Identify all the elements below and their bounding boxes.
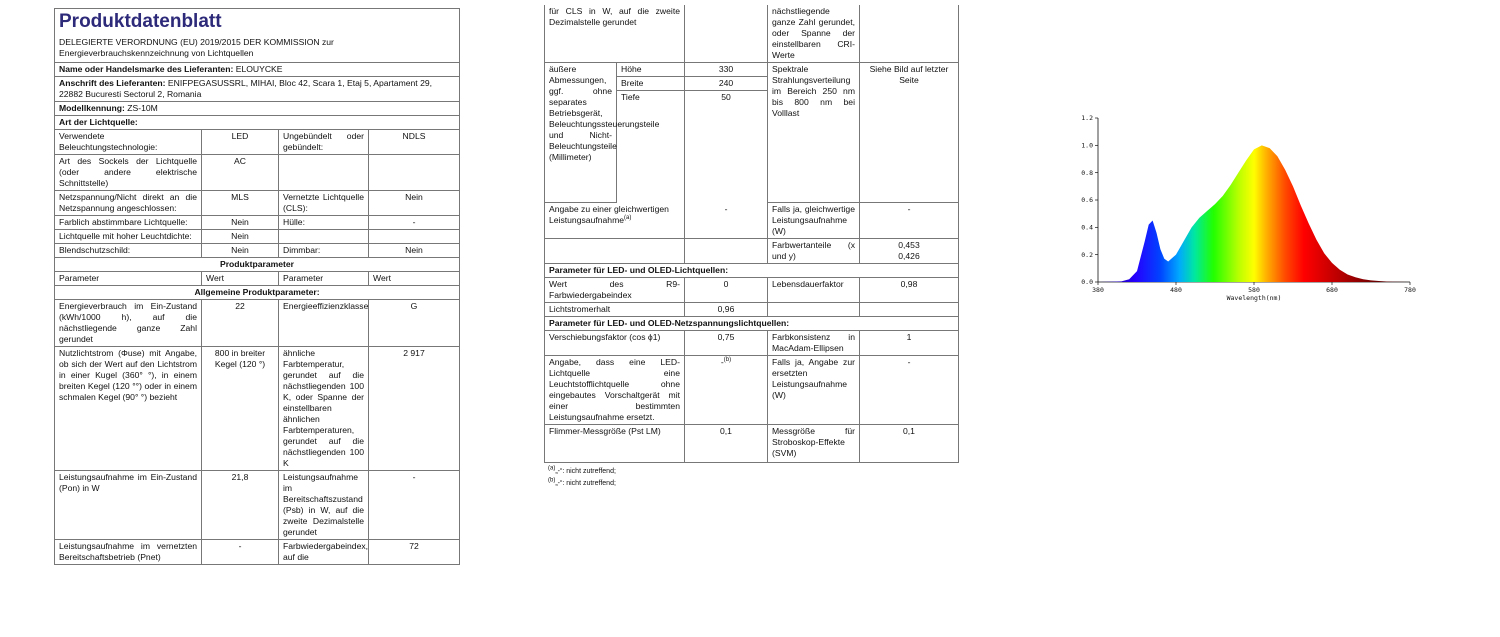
- table-row: [545, 331, 959, 356]
- type-header: Art der Lichtquelle:: [55, 116, 460, 130]
- row-label: Hülle:: [279, 216, 369, 230]
- y-tick-label: 0.6: [1081, 196, 1093, 205]
- general-params-header: Allgemeine Produktparameter:: [55, 286, 460, 300]
- row-label: Nutzlichtstrom (Φuse) mit Angabe, ob sich der Wert auf den Lichtstrom in einer Kugel (360° °), in einem breiten Kegel (120 °°) oder in einem schmalen Kegel (90° °) bezieht: [55, 347, 202, 471]
- row-label: Farblich abstimmbare Lichtquelle:: [55, 216, 202, 230]
- table-row: [545, 239, 959, 264]
- footnote-ref: (a): [624, 215, 632, 222]
- row-value: 0: [685, 278, 768, 303]
- y-tick-label: 1.2: [1081, 114, 1093, 123]
- table-row: [55, 155, 460, 191]
- row-label: Verschiebungsfaktor (cos ϕ1): [545, 331, 685, 356]
- chromaticity-label: Farbwertanteile (x und y): [768, 239, 860, 264]
- row-value: NDLS: [369, 130, 460, 155]
- page-title: Produktdatenblatt: [59, 11, 222, 32]
- row-value: MLS: [202, 191, 279, 216]
- table-row: [545, 63, 959, 77]
- column-header-row: [55, 272, 460, 286]
- row-label: Art des Sockels der Lichtquelle (oder andere elektrische Schnittstelle): [55, 155, 202, 191]
- mains-params-header: Parameter für LED- und OLED-Netzspannungslichtquellen:: [545, 317, 959, 331]
- row-value: [369, 155, 460, 191]
- row-label: Flimmer-Messgröße (Pst LM): [545, 425, 685, 463]
- row-label: Lichtstromerhalt: [545, 303, 685, 317]
- row-value: -: [860, 356, 959, 425]
- row-label: Messgröße für Stroboskop-Effekte (SVM): [768, 425, 860, 463]
- datasheet-page-2: [544, 5, 958, 489]
- row-value: -: [369, 471, 460, 540]
- row-value: 0,75: [685, 331, 768, 356]
- row-value: Nein: [369, 244, 460, 258]
- column-header: Parameter: [279, 272, 369, 286]
- row-value: 0,1: [860, 425, 959, 463]
- table-row: [55, 216, 460, 230]
- row-label: Lichtquelle mit hoher Leuchtdichte:: [55, 230, 202, 244]
- y-tick-label: 1.0: [1081, 141, 1093, 150]
- row-value: Nein: [202, 216, 279, 230]
- row-value: -: [685, 203, 768, 239]
- datasheet-table-1: [54, 8, 460, 565]
- row-value: 1: [860, 331, 959, 356]
- x-tick-label: 480: [1170, 286, 1182, 294]
- row-label: ähnliche Farbtemperatur, gerundet auf die nächstliegenden 100 K, oder Spanne der einstellbaren ähnlichen Farbtemperaturen, gerundet auf die nächstliegenden 100 K: [279, 347, 369, 471]
- row-label: Farbwiedergabeindex, auf die: [279, 540, 369, 565]
- row-value: 2 917: [369, 347, 460, 471]
- dimension-name: Höhe: [617, 63, 685, 77]
- model-id: ZS-10M: [127, 103, 158, 113]
- x-tick-label: 580: [1248, 286, 1260, 294]
- row-label: Wert des R9-Farbwiedergabeindex: [545, 278, 685, 303]
- row-label: Angabe, dass eine LED-Lichtquelle eine Leuchtstofflichtquelle ohne eingebautes Vorschaltgerät mit einer bestimmten Leistungsaufnahme ersetzt.: [545, 356, 685, 425]
- table-row: [55, 347, 460, 471]
- column-header: Parameter: [55, 272, 202, 286]
- row-value: -: [720, 357, 724, 367]
- y-tick-label: 0.4: [1081, 223, 1093, 232]
- row-value: Nein: [202, 244, 279, 258]
- row-value: [369, 230, 460, 244]
- row-label: Energieverbrauch im Ein-Zustand (kWh/1000 h), auf die nächstliegende ganze Zahl gerundet: [55, 300, 202, 347]
- y-tick-label: 0.2: [1081, 250, 1093, 259]
- led-params-header: Parameter für LED- und OLED-Lichtquellen:: [545, 264, 959, 278]
- row-label: Dimmbar:: [279, 244, 369, 258]
- spectrum-curve: [1098, 145, 1410, 282]
- dimension-name: Tiefe: [617, 91, 685, 203]
- row-label: Leistungsaufnahme im vernetzten Bereitschaftsbetrieb (Pnet): [55, 540, 202, 565]
- column-header: Wert: [202, 272, 279, 286]
- x-axis-label: Wavelength(nm): [1226, 294, 1282, 302]
- table-row: [545, 203, 959, 239]
- row-label: Verwendete Beleuchtungstechnologie:: [55, 130, 202, 155]
- table-row: [545, 303, 959, 317]
- y-tick-label: 0.0: [1081, 278, 1093, 287]
- row-value: G: [369, 300, 460, 347]
- row-value: -: [860, 203, 959, 239]
- row-label: Netzspannung/Nicht direkt an die Netzspannung angeschlossen:: [55, 191, 202, 216]
- row-label: Farbkonsistenz in MacAdam-Ellipsen: [768, 331, 860, 356]
- row-value: 72: [369, 540, 460, 565]
- row-value: Nein: [369, 191, 460, 216]
- dimension-value: 330: [685, 63, 768, 77]
- x-tick-label: 680: [1326, 286, 1338, 294]
- row-label: Falls ja, Angabe zur ersetzten Leistungsaufnahme (W): [768, 356, 860, 425]
- dimension-value: 50: [685, 91, 768, 203]
- table-row: [545, 356, 959, 425]
- row-value: -: [202, 540, 279, 565]
- row-value: 21,8: [202, 471, 279, 540]
- x-tick-label: 780: [1404, 286, 1416, 294]
- y-tick-label: 0.8: [1081, 168, 1093, 177]
- table-row: [55, 540, 460, 565]
- table-row: [55, 471, 460, 540]
- row-label: Leistungsaufnahme im Bereitschaftszustand (Psb) in W, auf die zweite Dezimalstelle gerundet: [279, 471, 369, 540]
- table-row: [55, 191, 460, 216]
- row-label: Blendschutzschild:: [55, 244, 202, 258]
- row-label: Vernetzte Lichtquelle (CLS):: [279, 191, 369, 216]
- chromaticity-x: 0,453: [898, 240, 920, 250]
- spectral-value: Siehe Bild auf letzter Seite: [860, 63, 959, 203]
- footnote-a: $^{(a)}$„-“: nicht zutreffend;: [548, 465, 616, 475]
- row-value: 0,96: [685, 303, 768, 317]
- row-label: Lebensdauerfaktor: [768, 278, 860, 303]
- spectrum-area: [1098, 145, 1410, 282]
- product-params-header: Produktparameter: [55, 258, 460, 272]
- table-row: [55, 230, 460, 244]
- row-value: -: [369, 216, 460, 230]
- table-row: [545, 5, 959, 63]
- row-value: LED: [202, 130, 279, 155]
- row-value: 0,98: [860, 278, 959, 303]
- row-label: Falls ja, gleichwertige Leistungsaufnahme (W): [768, 203, 860, 239]
- chromaticity-y: 0,426: [898, 251, 920, 261]
- table-row: [545, 425, 959, 463]
- row-value: 800 in breiter Kegel (120 °): [202, 347, 279, 471]
- dimension-name: Breite: [617, 77, 685, 91]
- spectrum-chart: [1078, 110, 1418, 305]
- footnote-b: $^{(b)}$„-“: nicht zutreffend;: [548, 477, 616, 487]
- supplier-name-label: Name oder Handelsmarke des Lieferanten:: [59, 64, 234, 74]
- row-value: Nein: [202, 230, 279, 244]
- row-value: 22: [202, 300, 279, 347]
- supplier-address: ENIFPEGASUSSRL, MIHAI, Bloc 42, Scara 1, Etaj 5, Apartament 29, 22882 Bucuresti Sectorul 2, Romania: [59, 78, 433, 99]
- table-row: [545, 278, 959, 303]
- model-label: Modellkennung:: [59, 103, 125, 113]
- table-row: [55, 300, 460, 347]
- regulation-text: DELEGIERTE VERORDNUNG (EU) 2019/2015 DER KOMMISSION zur Energieverbrauchskennzeichnung von Lichtquellen: [59, 37, 334, 58]
- row-label: Ungebündelt oder gebündelt:: [279, 130, 369, 155]
- row-label: [279, 155, 369, 191]
- row-value: AC: [202, 155, 279, 191]
- table-row: [55, 244, 460, 258]
- supplier-address-label: Anschrift des Lieferanten:: [59, 78, 166, 88]
- row-label: für CLS in W, auf die zweite Dezimalstelle gerundet: [545, 5, 685, 63]
- footnote-ref: (b): [723, 357, 732, 364]
- x-tick-label: 380: [1092, 286, 1104, 294]
- table-row: [55, 130, 460, 155]
- column-header: Wert: [369, 272, 460, 286]
- dimensions-label: äußere Abmessungen, ggf. ohne separates Betriebsgerät, Beleuchtungssteuerungsteile und Nicht-Beleuchtungsteile (Millimeter): [545, 63, 617, 203]
- row-value: 0,1: [685, 425, 768, 463]
- row-label: [279, 230, 369, 244]
- supplier-name: ELOUYCKE: [235, 64, 283, 74]
- spectral-label: Spektrale Strahlungsverteilung im Bereich 250 nm bis 800 nm bei Volllast: [768, 63, 860, 203]
- datasheet-page-1: [54, 8, 459, 565]
- row-label: Leistungsaufnahme im Ein-Zustand (Pon) in W: [55, 471, 202, 540]
- row-label: Energieeffizienzklasse: [279, 300, 369, 347]
- equivalent-power-label: Angabe zu einer gleichwertigen Leistungsaufnahme: [549, 204, 669, 225]
- row-label: nächstliegende ganze Zahl gerundet, oder Spanne der einstellbaren CRI-Werte: [768, 5, 860, 63]
- datasheet-table-2: [544, 5, 959, 463]
- dimension-value: 240: [685, 77, 768, 91]
